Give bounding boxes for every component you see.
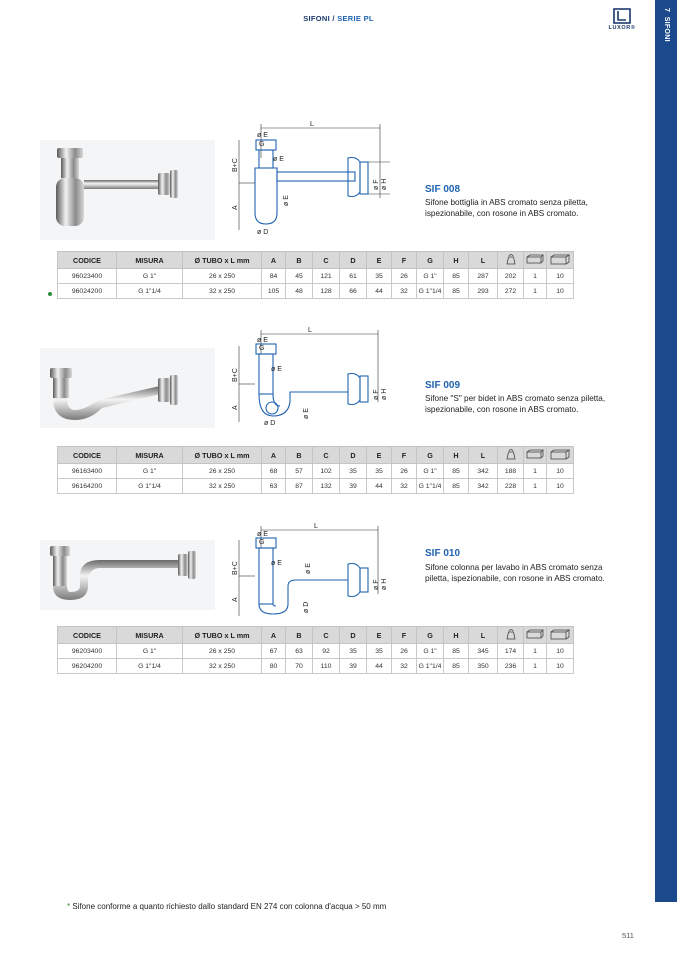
table-cell: 96164200 xyxy=(58,479,117,494)
column-header: D xyxy=(340,252,367,269)
table-cell: 121 xyxy=(313,269,340,284)
spec-table-sif-010 xyxy=(57,626,574,674)
column-header: A xyxy=(262,252,286,269)
table-cell: G 1"1/4 xyxy=(417,284,444,299)
product-title: SIF 010 xyxy=(425,548,461,559)
dim-label-a: A xyxy=(232,597,239,602)
column-header: F xyxy=(392,627,417,644)
table-cell: 105 xyxy=(262,284,286,299)
column-header: C xyxy=(313,252,340,269)
table-cell: 174 xyxy=(498,644,524,659)
spec-table-sif-008 xyxy=(57,251,574,299)
product-description: Sifone bottiglia in ABS cromato senza piletta, ispezionabile, con rosone in ABS cromato. xyxy=(425,198,588,218)
table-cell: 57 xyxy=(286,464,313,479)
dim-label-f: ø F xyxy=(373,179,380,190)
column-header: G xyxy=(417,447,444,464)
table-cell: 39 xyxy=(340,659,367,674)
table-cell: 32 xyxy=(392,479,417,494)
dim-label-e-mid: ø E xyxy=(271,560,282,567)
table-cell: 32 x 250 xyxy=(183,479,262,494)
table-cell: 35 xyxy=(367,644,392,659)
table-cell: 1 xyxy=(524,464,547,479)
dim-label-h: ø H xyxy=(381,578,388,590)
table-cell: 26 x 250 xyxy=(183,269,262,284)
table-cell: 272 xyxy=(498,284,524,299)
footnote-text: Sifone conforme a quanto richiesto dallo standard EN 274 con colonna d'acqua > 50 mm xyxy=(70,902,387,911)
table-cell: G 1" xyxy=(417,464,444,479)
table-cell: 128 xyxy=(313,284,340,299)
box-small-icon xyxy=(524,447,547,464)
table-cell: 26 x 250 xyxy=(183,464,262,479)
column-header: MISURA xyxy=(117,252,183,269)
column-header: Ø TUBO x L mm xyxy=(183,627,262,644)
table-cell: 110 xyxy=(313,659,340,674)
box-small-icon xyxy=(524,627,547,644)
table-cell: 92 xyxy=(313,644,340,659)
column-header: MISURA xyxy=(117,447,183,464)
table-cell: 44 xyxy=(367,284,392,299)
box-large-icon xyxy=(547,252,574,269)
table-cell: 188 xyxy=(498,464,524,479)
sif-010-dimension-drawing xyxy=(228,520,408,620)
table-cell: 102 xyxy=(313,464,340,479)
table-cell: 84 xyxy=(262,269,286,284)
column-header: MISURA xyxy=(117,627,183,644)
column-header: H xyxy=(444,447,469,464)
table-cell: 85 xyxy=(444,269,469,284)
table-cell: 85 xyxy=(444,284,469,299)
table-cell: 10 xyxy=(547,659,574,674)
table-cell: 342 xyxy=(469,464,498,479)
weight-icon xyxy=(498,252,524,269)
table-cell: 96023400 xyxy=(58,269,117,284)
table-cell: 32 x 250 xyxy=(183,284,262,299)
footnote xyxy=(67,902,386,911)
dim-label-l: L xyxy=(314,523,318,530)
dim-label-bc: B+C xyxy=(232,561,239,575)
column-header: CODICE xyxy=(58,627,117,644)
sif-009-photo xyxy=(40,348,215,428)
table-cell: 44 xyxy=(367,659,392,674)
dim-label-d: ø D xyxy=(257,229,269,236)
table-cell: 35 xyxy=(367,464,392,479)
table-cell: 35 xyxy=(340,464,367,479)
sif-010-photo xyxy=(40,540,215,610)
column-header: G xyxy=(417,627,444,644)
table-cell: G 1" xyxy=(417,269,444,284)
dim-label-g: G xyxy=(259,141,265,148)
product-description: Sifone colonna per lavabo in ABS cromato senza piletta, ispezionabile, con rosone in ABS cromato. xyxy=(425,563,605,583)
table-cell: 61 xyxy=(340,269,367,284)
column-header: L xyxy=(469,447,498,464)
table-body xyxy=(58,269,574,299)
table-cell: 67 xyxy=(262,644,286,659)
column-header: D xyxy=(340,447,367,464)
column-header: H xyxy=(444,252,469,269)
column-header: D xyxy=(340,627,367,644)
dim-label-d: ø D xyxy=(303,601,310,613)
column-header: L xyxy=(469,627,498,644)
column-header: B xyxy=(286,447,313,464)
sif-008-dimension-drawing xyxy=(228,118,408,238)
dim-label-d: ø D xyxy=(264,420,276,427)
table-cell: 26 xyxy=(392,464,417,479)
table-cell: 1 xyxy=(524,659,547,674)
box-large-icon xyxy=(547,627,574,644)
dim-label-a: A xyxy=(232,205,239,210)
column-header: E xyxy=(367,252,392,269)
table-cell: 39 xyxy=(340,479,367,494)
table-cell: 132 xyxy=(313,479,340,494)
compliance-marker-dot xyxy=(48,292,52,296)
table-cell: 85 xyxy=(444,479,469,494)
column-header: CODICE xyxy=(58,447,117,464)
table-row xyxy=(58,269,574,284)
footnote-star: * xyxy=(67,902,71,911)
table-header-row xyxy=(58,627,574,644)
table-cell: G 1" xyxy=(117,644,183,659)
logo-text: LUXOR® xyxy=(608,25,636,31)
column-header: H xyxy=(444,627,469,644)
column-header: F xyxy=(392,252,417,269)
table-cell: 236 xyxy=(498,659,524,674)
table-cell: 96203400 xyxy=(58,644,117,659)
dim-label-e-top: ø E xyxy=(257,132,268,139)
column-header: E xyxy=(367,447,392,464)
column-header: F xyxy=(392,447,417,464)
table-cell: 26 x 250 xyxy=(183,644,262,659)
sif-009-dimension-drawing xyxy=(228,324,408,430)
table-cell: 85 xyxy=(444,464,469,479)
product-description: Sifone "S" per bidet in ABS cromato senza piletta, ispezionabile, con rosone in ABS cromato. xyxy=(425,394,606,414)
dim-label-h: ø H xyxy=(381,388,388,400)
table-cell: 287 xyxy=(469,269,498,284)
table-cell: 345 xyxy=(469,644,498,659)
table-cell: G 1"1/4 xyxy=(417,479,444,494)
table-cell: G 1" xyxy=(117,464,183,479)
section-side-tab xyxy=(655,0,677,902)
column-header: A xyxy=(262,447,286,464)
dim-label-l: L xyxy=(308,327,312,334)
dim-label-g: G xyxy=(259,345,265,352)
table-cell: 293 xyxy=(469,284,498,299)
page-header xyxy=(0,14,677,23)
table-cell: G 1"1/4 xyxy=(117,284,183,299)
column-header: C xyxy=(313,627,340,644)
table-cell: 70 xyxy=(286,659,313,674)
table-cell: 63 xyxy=(262,479,286,494)
table-cell: 1 xyxy=(524,479,547,494)
table-cell: G 1"1/4 xyxy=(117,659,183,674)
brand-logo xyxy=(604,8,640,31)
table-cell: G 1"1/4 xyxy=(117,479,183,494)
box-large-icon xyxy=(547,447,574,464)
table-cell: 96163400 xyxy=(58,464,117,479)
table-cell: 66 xyxy=(340,284,367,299)
table-cell: 32 xyxy=(392,284,417,299)
table-cell: 32 x 250 xyxy=(183,659,262,674)
spec-table-sif-009 xyxy=(57,446,574,494)
table-cell: 96024200 xyxy=(58,284,117,299)
dim-label-a: A xyxy=(232,405,239,410)
luxor-logo-icon xyxy=(613,8,631,24)
column-header: B xyxy=(286,252,313,269)
sif-008-photo xyxy=(40,140,215,240)
table-cell: 45 xyxy=(286,269,313,284)
table-cell: 44 xyxy=(367,479,392,494)
table-cell: 228 xyxy=(498,479,524,494)
table-header-row xyxy=(58,252,574,269)
table-cell: 85 xyxy=(444,644,469,659)
table-cell: G 1" xyxy=(117,269,183,284)
table-cell: 1 xyxy=(524,644,547,659)
table-row xyxy=(58,284,574,299)
header-title-main: SIFONI / xyxy=(303,14,338,23)
dim-label-f: ø F xyxy=(373,579,380,590)
dim-label-e-mid: ø E xyxy=(271,366,282,373)
column-header: G xyxy=(417,252,444,269)
dim-label-e-mid: ø E xyxy=(273,156,284,163)
table-cell: 10 xyxy=(547,464,574,479)
weight-icon xyxy=(498,627,524,644)
column-header: Ø TUBO x L mm xyxy=(183,252,262,269)
table-row xyxy=(58,464,574,479)
side-tab-text: 7 SIFONI xyxy=(663,8,670,42)
column-header: C xyxy=(313,447,340,464)
table-row xyxy=(58,479,574,494)
table-cell: 63 xyxy=(286,644,313,659)
dim-label-e-side: ø E xyxy=(305,563,312,574)
table-cell: 32 xyxy=(392,659,417,674)
table-cell: 202 xyxy=(498,269,524,284)
product-title: SIF 009 xyxy=(425,380,461,391)
dim-label-g: G xyxy=(259,539,265,546)
page-number: 511 xyxy=(622,931,634,940)
table-cell: G 1"1/4 xyxy=(417,659,444,674)
table-cell: 68 xyxy=(262,464,286,479)
table-row xyxy=(58,644,574,659)
table-cell: 26 xyxy=(392,644,417,659)
dim-label-e-top: ø E xyxy=(257,337,268,344)
table-cell: 87 xyxy=(286,479,313,494)
table-body xyxy=(58,464,574,494)
dim-label-h: ø H xyxy=(381,178,388,190)
dim-label-e-top: ø E xyxy=(257,531,268,538)
column-header: A xyxy=(262,627,286,644)
dim-label-l: L xyxy=(310,121,314,128)
weight-icon xyxy=(498,447,524,464)
table-cell: 350 xyxy=(469,659,498,674)
table-cell: G 1" xyxy=(417,644,444,659)
dim-label-e-side: ø E xyxy=(283,195,290,206)
column-header: Ø TUBO x L mm xyxy=(183,447,262,464)
header-title-accent: SERIE PL xyxy=(337,14,374,23)
column-header: L xyxy=(469,252,498,269)
column-header: E xyxy=(367,627,392,644)
table-row xyxy=(58,659,574,674)
column-header: CODICE xyxy=(58,252,117,269)
table-cell: 342 xyxy=(469,479,498,494)
column-header: B xyxy=(286,627,313,644)
dim-label-bc: B+C xyxy=(232,368,239,382)
table-cell: 10 xyxy=(547,644,574,659)
table-cell: 10 xyxy=(547,479,574,494)
table-cell: 96204200 xyxy=(58,659,117,674)
table-cell: 1 xyxy=(524,269,547,284)
dim-label-e-side: ø E xyxy=(303,408,310,419)
table-header-row xyxy=(58,447,574,464)
product-title: SIF 008 xyxy=(425,184,461,195)
table-cell: 35 xyxy=(340,644,367,659)
table-cell: 80 xyxy=(262,659,286,674)
table-body xyxy=(58,644,574,674)
table-cell: 10 xyxy=(547,269,574,284)
dim-label-bc: B+C xyxy=(232,158,239,172)
table-cell: 35 xyxy=(367,269,392,284)
table-cell: 48 xyxy=(286,284,313,299)
table-cell: 85 xyxy=(444,659,469,674)
box-small-icon xyxy=(524,252,547,269)
dim-label-f: ø F xyxy=(373,389,380,400)
table-cell: 26 xyxy=(392,269,417,284)
table-cell: 1 xyxy=(524,284,547,299)
table-cell: 10 xyxy=(547,284,574,299)
